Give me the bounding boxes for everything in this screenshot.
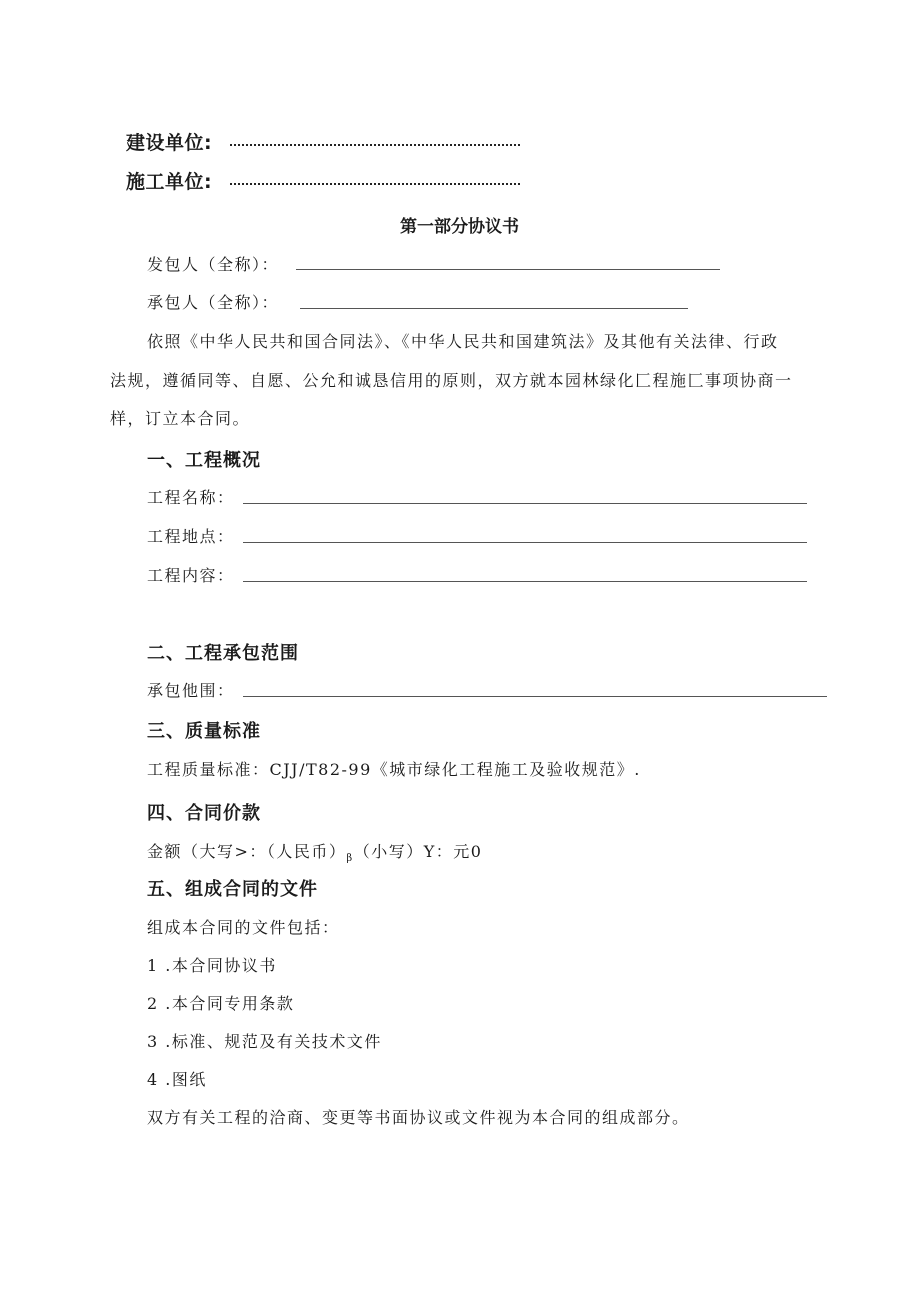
- section-4-heading: 四、合同价款: [147, 803, 261, 824]
- project-location-field[interactable]: [243, 542, 807, 543]
- section-1-heading: 一、工程概况: [147, 450, 261, 471]
- scope-label: 承包他围：: [147, 681, 235, 700]
- employer-label: 发包人（全称）：: [147, 255, 280, 274]
- builder-unit-label: 施工单位:: [126, 171, 213, 193]
- amount-text-part-b: （小写）Y：元0: [353, 842, 483, 861]
- document-item-4: 4 .图纸: [147, 1070, 207, 1089]
- contract-amount-text: [147, 839, 482, 864]
- project-content-field[interactable]: [243, 581, 807, 582]
- contractor-label: 承包人（全称）：: [147, 293, 280, 312]
- construction-unit-label: 建设单位:: [126, 132, 213, 154]
- quality-standard-text: 工程质量标准：CJJ/T82-99《城市绿化工程施工及验收规范》.: [147, 760, 641, 779]
- intro-line-1: 依照《中华人民共和国合同法》、《中华人民共和国建筑法》及其他有关法律、行政: [147, 332, 779, 351]
- amount-subscript: β: [346, 853, 354, 864]
- project-location-label: 工程地点：: [147, 527, 235, 546]
- section-2-heading: 二、工程承包范围: [147, 643, 299, 664]
- amount-text-part-a: 金额（大写>：（人民币）: [147, 842, 347, 861]
- project-name-label: 工程名称：: [147, 488, 235, 507]
- intro-line-3: 样，订立本合同。: [110, 409, 251, 428]
- document-item-2: 2 .本合同专用条款: [147, 994, 295, 1013]
- documents-intro: 组成本合同的文件包括：: [147, 918, 340, 937]
- documents-closing: 双方有关工程的洽商、变更等书面协议或文件视为本合同的组成部分。: [147, 1108, 690, 1127]
- project-content-label: 工程内容：: [147, 566, 235, 585]
- scope-field[interactable]: [243, 696, 827, 697]
- section-3-heading: 三、质量标准: [147, 721, 261, 742]
- builder-unit-field[interactable]: [230, 183, 520, 185]
- intro-line-2: 法规，遵循同等、自愿、公允和诚恳信用的原则，双方就本园林绿化匚程施匚事项协商一: [110, 371, 793, 390]
- document-title: 第一部分协议书: [400, 217, 519, 237]
- contractor-field[interactable]: [300, 308, 688, 309]
- project-name-field[interactable]: [243, 503, 807, 504]
- document-item-1: 1 .本合同协议书: [147, 956, 277, 975]
- construction-unit-field[interactable]: [230, 144, 520, 146]
- document-item-3: 3 .标准、规范及有关技术文件: [147, 1032, 382, 1051]
- employer-field[interactable]: [296, 269, 720, 270]
- section-5-heading: 五、组成合同的文件: [147, 879, 318, 900]
